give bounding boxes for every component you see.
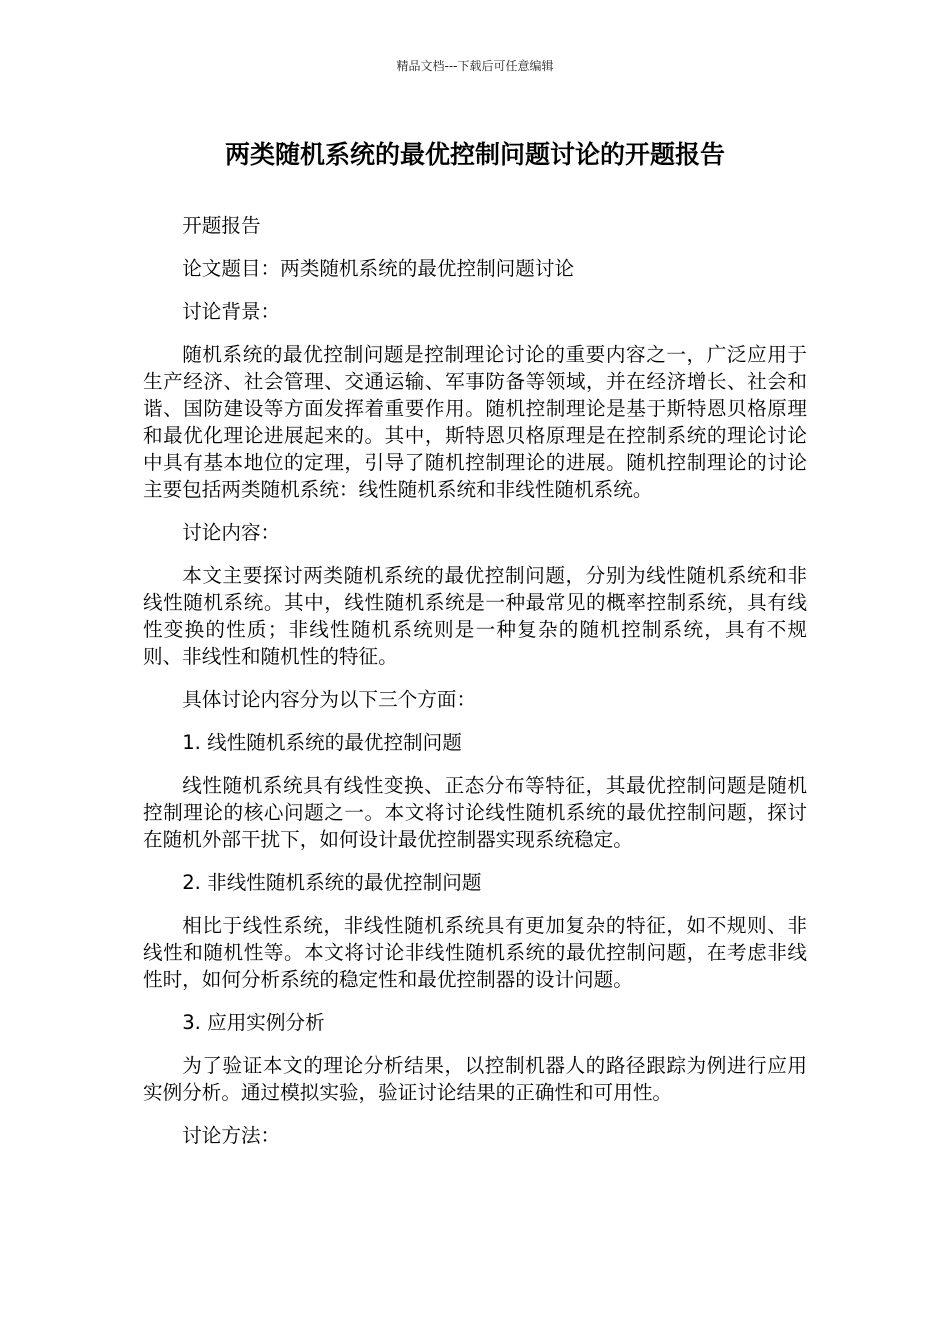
paragraph-background: 随机系统的最优控制问题是控制理论讨论的重要内容之一，广泛应用于生产经济、社会管理、交通运输、军事防备等领域，并在经济增长、社会和谐、国防建设等方面发挥着重要作用。随机控制理论是基于斯特恩贝格原理和最优化理论进展起来的。其中，斯特恩贝格原理是在控制系统的理论讨论中具有基本地位的定理，引导了随机控制理论的进展。随机控制理论的讨论主要包括两类随机系统：线性随机系统和非线性随机系统。 [143,343,807,501]
section-heading-content: 讨论内容： [182,521,281,544]
paragraph-thesis-title: 论文题目：两类随机系统的最优控制问题讨论 [182,257,575,280]
paragraph-application: 为了验证本文的理论分析结果，以控制机器人的路径跟踪为例进行应用实例分析。通过模拟实验，验证讨论结果的正确性和可用性。 [143,1054,807,1104]
document-body [143,212,807,1165]
paragraph-report-label: 开题报告 [182,214,261,237]
subheading-linear-systems: 1. 线性随机系统的最优控制问题 [182,731,462,754]
paragraph-content-overview: 本文主要探讨两类随机系统的最优控制问题，分别为线性随机系统和非线性随机系统。其中，线性随机系统是一种最常见的概率控制系统，具有线性变换的性质；非线性随机系统则是一种复杂的随机控制系统，具有不规则、非线性和随机性的特征。 [143,564,807,668]
document-title: 两类随机系统的最优控制问题讨论的开题报告 [224,140,725,169]
subheading-application: 3. 应用实例分析 [182,1011,325,1034]
paragraph-nonlinear-systems: 相比于线性系统，非线性随机系统具有更加复杂的特征，如不规则、非线性和随机性等。本文将讨论非线性随机系统的最优控制问题，在考虑非线性时，如何分析系统的稳定性和最优控制器的设计问题。 [143,914,807,991]
section-heading-methods: 讨论方法： [182,1124,281,1147]
paragraph-content-aspects: 具体讨论内容分为以下三个方面： [182,688,477,711]
subheading-nonlinear-systems: 2. 非线性随机系统的最优控制问题 [182,871,482,894]
paragraph-linear-systems: 线性随机系统具有线性变换、正态分布等特征，其最优控制问题是随机控制理论的核心问题之一。本文将讨论线性随机系统的最优控制问题，探讨在随机外部干扰下，如何设计最优控制器实现系统稳定。 [143,774,807,851]
section-heading-background: 讨论背景： [182,300,281,323]
page-header-note: 精品文档---下载后可任意编辑 [396,59,554,73]
